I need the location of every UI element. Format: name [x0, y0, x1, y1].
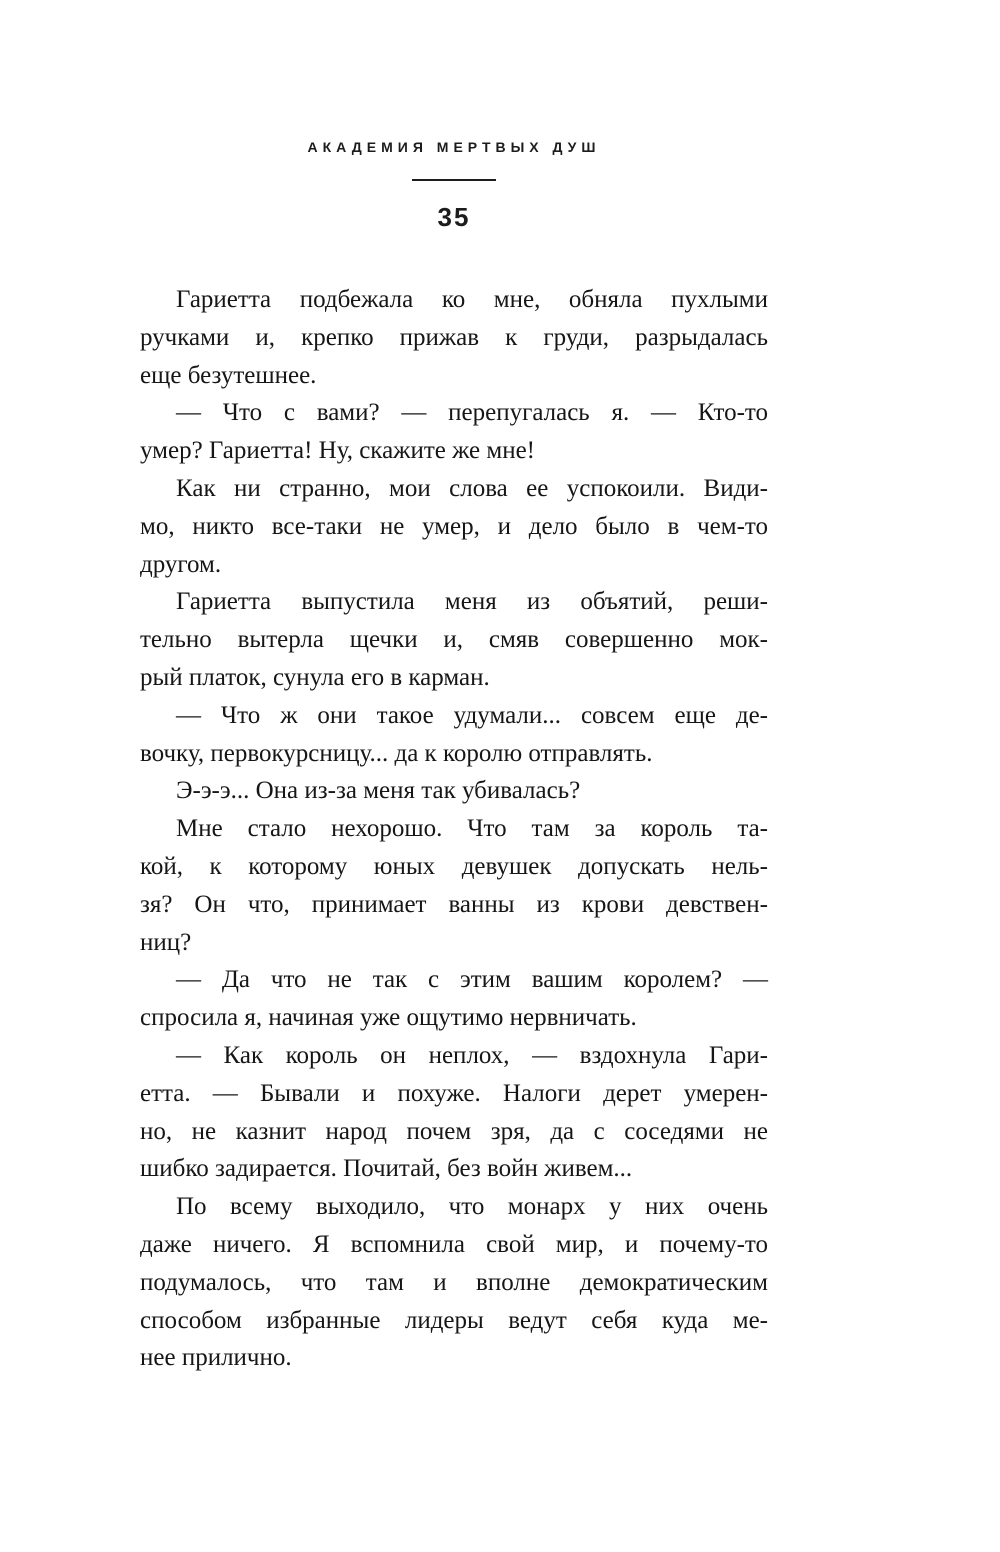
text-line: — Что ж они такое удумали... совсем еще де-: [176, 701, 768, 729]
text-line: Гариетта подбежала ко мне, обняла пухлыми: [176, 286, 768, 313]
text-line: еще безутешнее.: [140, 361, 317, 389]
text-line: умер? Гариетта! Ну, скажите же мне!: [140, 437, 536, 465]
text-line: шибко задирается. Почитай, без войн живем...: [140, 1155, 633, 1183]
text-line: етта. — Бывали и похуже. Налоги дерет умерен-: [140, 1079, 768, 1107]
text-line: ниц?: [140, 928, 192, 956]
text-line: мо, никто все-таки не умер, и дело было в чем-то: [140, 512, 768, 540]
text-line: По всему выходило, что монарх у них очень: [176, 1193, 768, 1221]
text-line: Как ни странно, мои слова ее успокоили. Види-: [176, 474, 768, 502]
text-line: Гариетта выпустила меня из объятий, реши-: [176, 588, 768, 616]
header-divider-rule: [412, 179, 496, 181]
text-line: даже ничего. Я вспомнила свой мир, и почему-то: [140, 1230, 768, 1258]
chapter-number: 35: [437, 202, 471, 232]
text-line: — Как король он неплох, — вздохнула Гари-: [176, 1041, 768, 1069]
text-line: вочку, первокурсницу... да к королю отправлять.: [140, 739, 653, 767]
text-line: но, не казнит народ почем зря, да с соседями не: [140, 1117, 768, 1145]
text-line: рый платок, сунула его в карман.: [140, 663, 490, 691]
text-line: нее прилично.: [140, 1344, 292, 1372]
text-line: Э-э-э... Она из-за меня так убивалась?: [176, 777, 581, 805]
text-line: способом избранные лидеры ведут себя куда ме-: [140, 1306, 768, 1334]
text-line: подумалось, что там и вполне демократическим: [140, 1268, 768, 1296]
text-line: другом.: [140, 550, 222, 578]
text-line: — Да что не так с этим вашим королем? —: [176, 966, 768, 994]
text-line: зя? Он что, принимает ванны из крови девствен-: [140, 890, 768, 918]
running-title: АКАДЕМИЯ МЕРТВЫХ ДУШ: [307, 139, 601, 155]
text-line: спросила я, начиная уже ощутимо нервничать.: [140, 1004, 637, 1032]
header-divider: [140, 179, 768, 181]
text-line: ручками и, крепко прижав к груди, разрыдалась: [140, 323, 768, 351]
page-body-text: [140, 281, 768, 1377]
text-line: Мне стало нехорошо. Что там за король та-: [176, 815, 768, 843]
text-line: кой, к которому юных девушек допускать нель-: [140, 852, 768, 880]
text-line: — Что с вами? — перепугалась я. — Кто-то: [176, 399, 768, 427]
text-line: тельно вытерла щечки и, смяв совершенно мок-: [140, 626, 768, 654]
